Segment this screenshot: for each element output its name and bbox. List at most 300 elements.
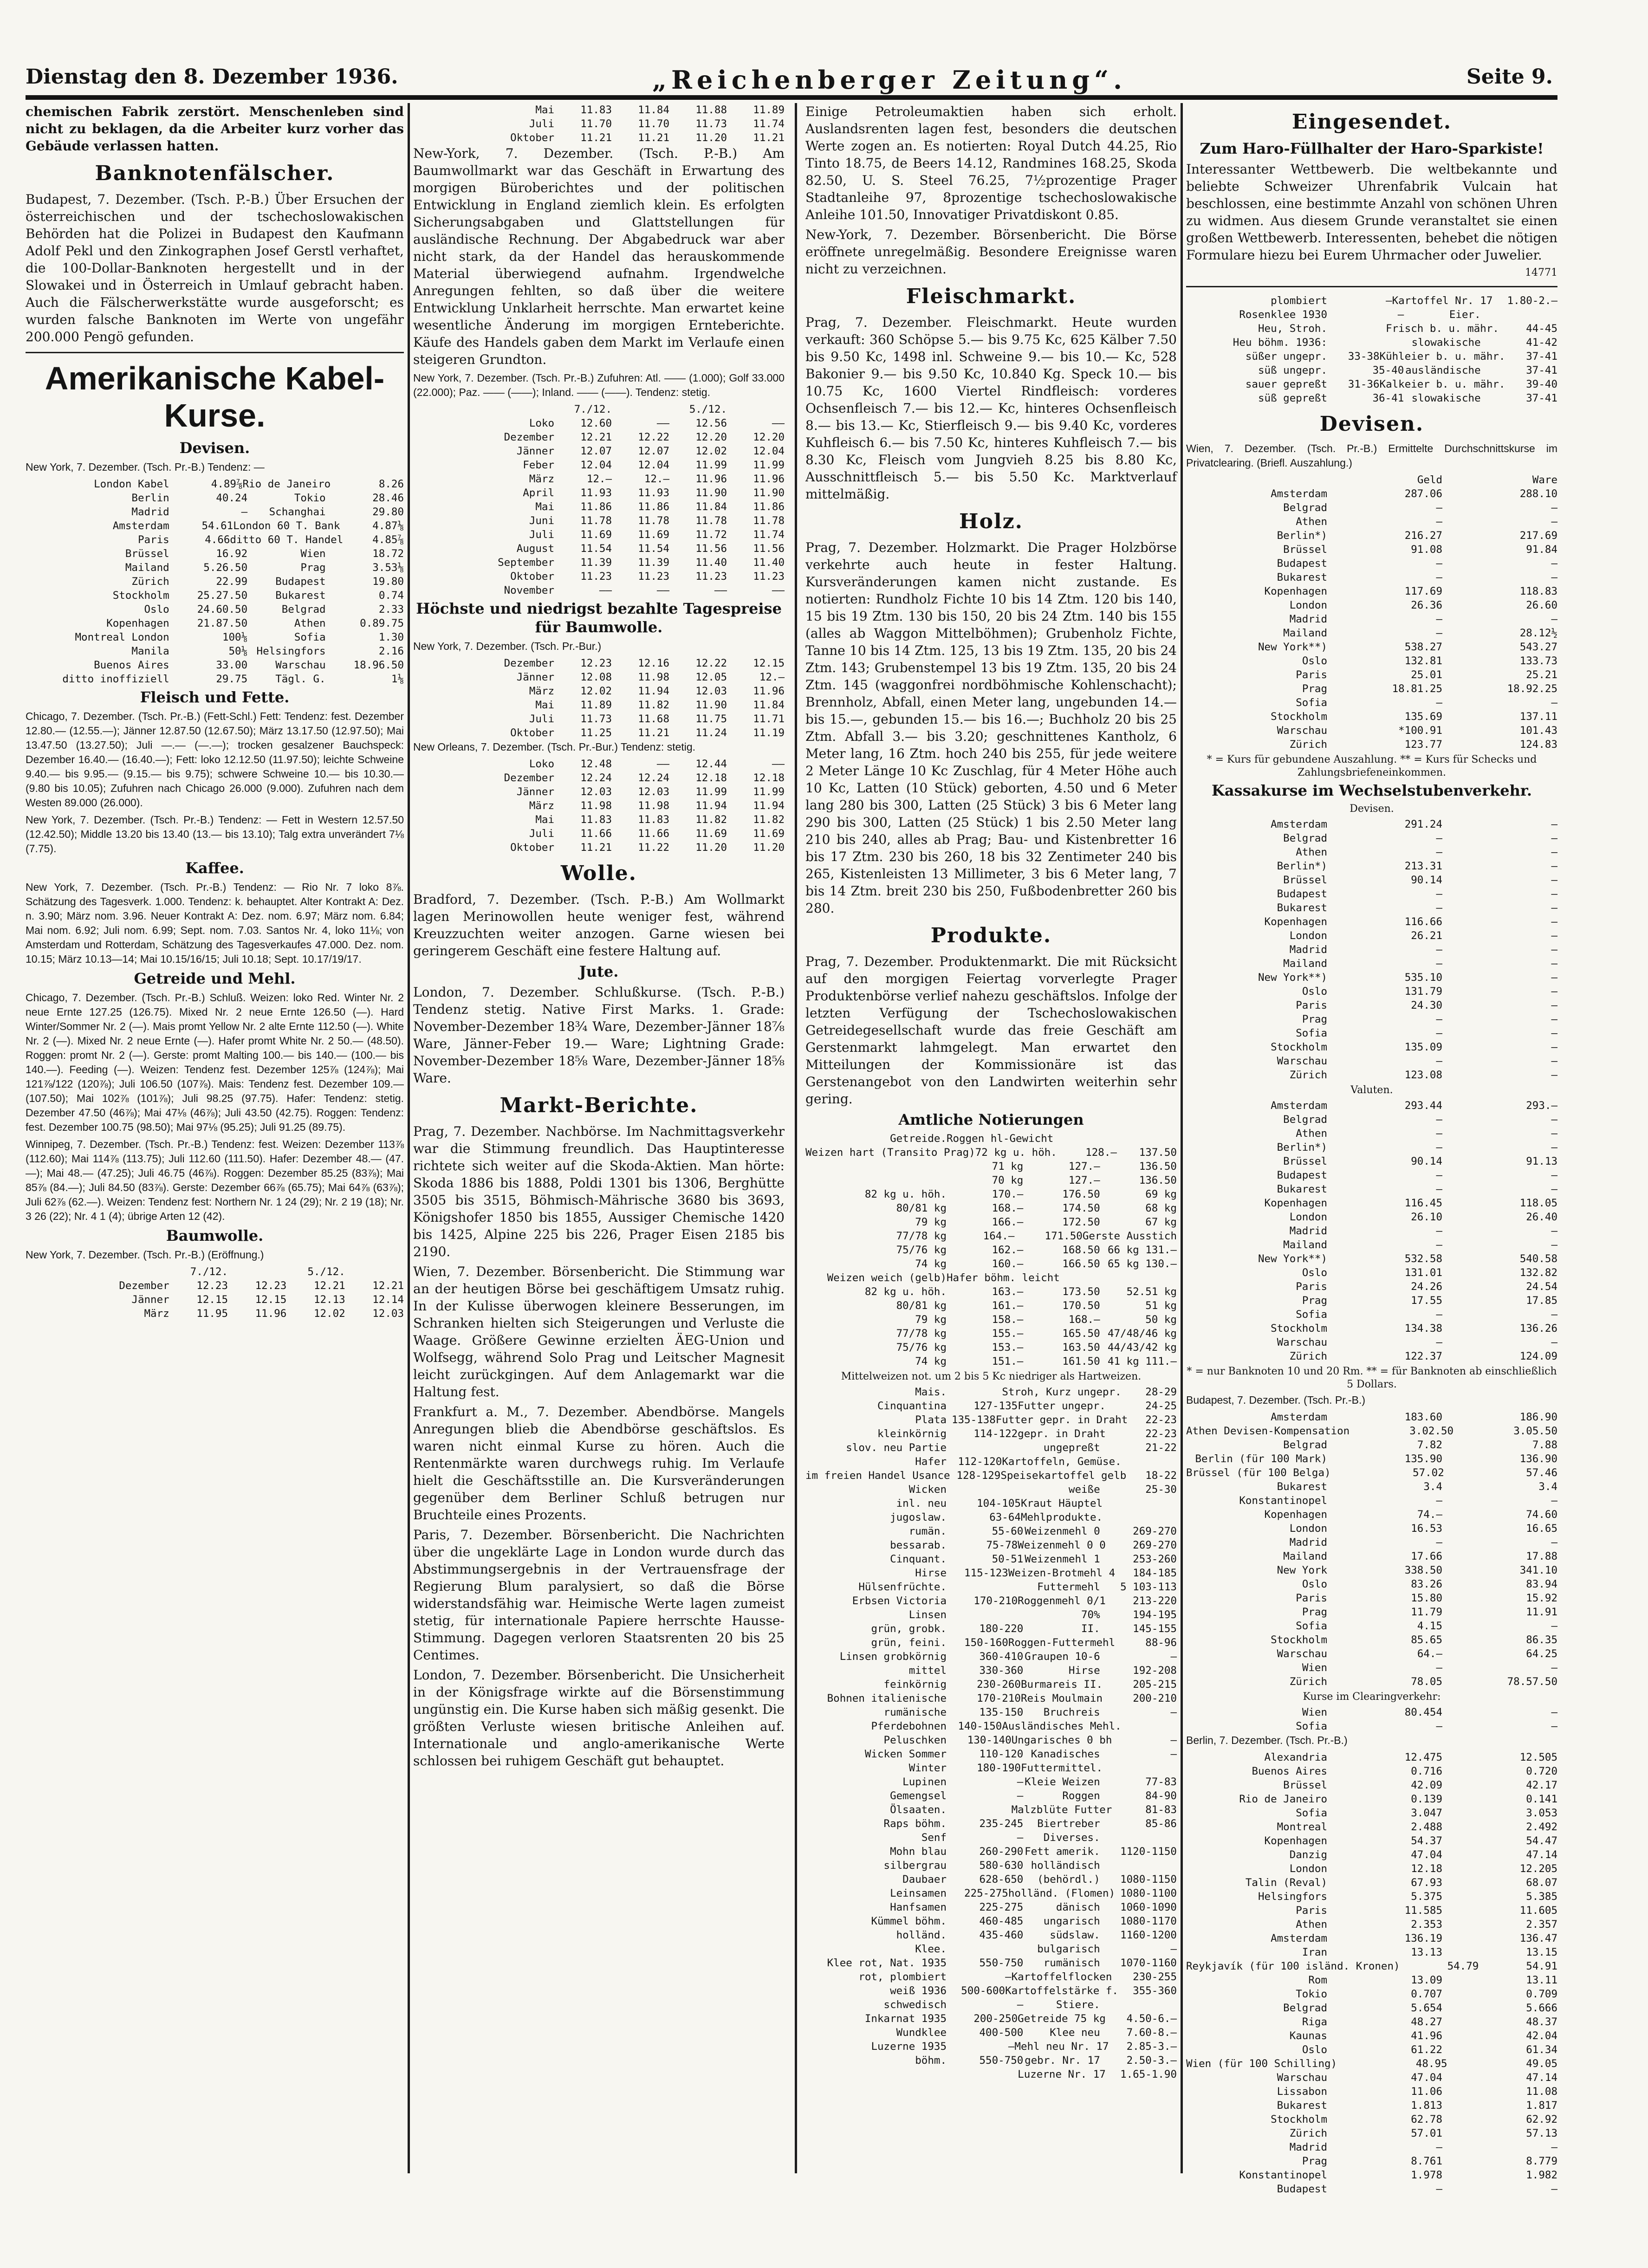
table-cell: 11.73 (695, 118, 727, 130)
table-cell: Stroh, Kurz ungepr. (1002, 1386, 1122, 1398)
table-cell: 12.07 (638, 445, 669, 457)
table-cell: 170-210 (973, 1595, 1018, 1607)
table-row (805, 1524, 1177, 1538)
table-cell: Oslo (1302, 655, 1327, 667)
table-row (805, 1817, 1177, 1831)
table-cell: — (1436, 888, 1442, 900)
table-row (805, 1146, 1177, 1160)
table-cell: 12.05 (695, 671, 727, 683)
table-cell: — (1436, 516, 1442, 528)
table-cell: 123.77 (1404, 739, 1442, 751)
table-cell: 26.36 (1411, 599, 1442, 611)
table-row (805, 1132, 1177, 1146)
table-cell: 64.25 (1526, 1648, 1557, 1660)
table-row (26, 630, 404, 644)
table-cell: 11.86 (638, 501, 669, 513)
table-cell: 1080-1100 (1120, 1887, 1177, 1899)
table-cell: 0.74 (378, 590, 404, 602)
table-cell: 5./12. (689, 403, 727, 415)
table-cell: 12.15 (255, 1294, 287, 1306)
table-cell: 24.26 (1411, 1281, 1442, 1293)
table-row (1186, 2112, 1557, 2126)
table-row (805, 1483, 1177, 1497)
table-row (805, 1441, 1177, 1455)
table-cell: 11.79 (1411, 1606, 1442, 1618)
table-row (1186, 998, 1557, 1012)
table-cell: 25.21 (1526, 669, 1557, 681)
table-row (805, 1636, 1177, 1650)
table-cell: 11.71 (753, 713, 785, 725)
table-cell: 22-23 (1145, 1428, 1177, 1440)
table-cell: 26.40 (1526, 1211, 1557, 1223)
table-cell: südslaw. (1050, 1929, 1100, 1941)
advertisement-number: 14771 (1525, 267, 1557, 279)
table-cell: 7./12. (190, 1266, 228, 1278)
table-cell: — (1436, 1309, 1442, 1321)
table-cell: Belgrad (281, 603, 326, 616)
table-cell: Konstantinopel (1239, 1495, 1327, 1507)
table-row (805, 1552, 1177, 1566)
table-cell: 12.48 (580, 758, 612, 770)
table-cell: Stockholm (1271, 1322, 1327, 1335)
table-cell: 12.— (759, 671, 785, 683)
table-row (1186, 859, 1557, 873)
table-cell: ausländische (1405, 364, 1481, 376)
table-cell: 13.09 (1411, 1974, 1442, 1986)
table-row (1186, 845, 1557, 859)
table-cell: 47.14 (1526, 2072, 1557, 2084)
price-table (413, 402, 785, 597)
table-row (1186, 682, 1557, 696)
table-cell: 11.94 (753, 800, 785, 812)
table-cell: New York (1277, 1564, 1327, 1576)
table-cell: Bukarest (1277, 571, 1327, 583)
table-row (1186, 1577, 1557, 1591)
table-cell: 4.87⅛ (372, 520, 404, 532)
table-cell: Athen Devisen-Kompensation (1186, 1425, 1350, 1437)
table-cell: 41 kg 111.— (1107, 1355, 1177, 1367)
table-cell: 0.707 (1411, 1988, 1442, 2000)
table-cell: 18.92.25 (1507, 683, 1557, 695)
table-cell: Belgrad (1283, 2002, 1327, 2014)
table-cell: Warschau (1277, 1336, 1327, 1348)
table-cell: 12.15 (753, 657, 785, 669)
table-cell: Rio de Janeiro (242, 478, 331, 490)
table-cell: Athen (1296, 1128, 1327, 1140)
table-cell: — (1551, 1169, 1557, 1181)
table-cell: 12.22 (695, 657, 727, 669)
table-cell: 11.25 (580, 727, 612, 739)
table-cell: Amsterdam (1271, 1932, 1327, 1944)
table-cell: 11.98 (638, 800, 669, 812)
table-cell: 12.18 (753, 772, 785, 784)
table-row (1186, 2071, 1557, 2085)
table-cell: Mohn blau (890, 1846, 947, 1858)
table-row (1186, 1633, 1557, 1647)
table-row (1186, 1480, 1557, 1494)
table-cell: Budapest (1277, 557, 1327, 570)
currency-table (1186, 1099, 1557, 1363)
table-cell: 166.50 (1062, 1258, 1100, 1270)
table-cell: 48.95 (1415, 2058, 1447, 2070)
table-cell: — (1551, 999, 1557, 1011)
table-cell: Paris (1296, 1592, 1327, 1604)
table-cell: Brüssel (1283, 1779, 1327, 1791)
subsection-heading: Kassakurse im Wechselstubenverkehr. (1212, 782, 1532, 799)
table-cell (947, 2067, 1018, 2081)
table-row (805, 1580, 1177, 1594)
article-body: Chicago, 7. Dezember. (Tsch. Pr.-B.) Schluß. Weizen: loko Red. Winter Nr. 2 neue Ernte 127.25 (126.75). Mixed Nr. 2 neue Ernte 126.50 (—). Hard Winter/Sommer Nr. 2 (—). Mais promt Yellow Nr. 2 alte Ernte 112.50 (—). White Nr. 2 (—). Mixed Nr. 2 neue Ernte (—). Hafer promt White Nr. 2 50.— (48.50). Roggen: promt Nr. 2 (—). Gerste: promt Malting 100.— bis 140.— (100.— bis 140.—). Feeding (—). Weizen: Tendenz fest. Dezember 125⅞ (124⅞); Mai 121⅞/122 (120⅞); Juli 106.50 (107⅞). Mais: Tendenz fest. Dezember 109.— (107.50); Mai 102⅞ (101⅞); Juli 98.25 (97.75). Hafer: Tendenz: stetig. Dezember 47.50 (46⅞); Mai 47⅛ (46⅞); Juli 43.50 (42.75). Roggen: Tendenz: fest. Dezember 100.75 (98.50); Mai 97⅛ (95.25); Juli 91.25 (89.75). (26, 991, 404, 1133)
subsection-heading: Kurse im Clearingverkehr: (1303, 1691, 1441, 1703)
table-cell: Prag (1302, 683, 1327, 695)
table-row (1186, 1719, 1557, 1733)
table-cell: 77-83 (1145, 1776, 1177, 1788)
table-row (1186, 1424, 1557, 1438)
table-cell: Loko (529, 758, 554, 770)
table-cell: — (1436, 1536, 1442, 1549)
table-cell: 62.92 (1526, 2113, 1557, 2125)
table-row (26, 477, 404, 491)
table-cell: 61.34 (1526, 2044, 1557, 2056)
table-cell: 11.39 (638, 557, 669, 569)
table-row (1186, 943, 1557, 957)
table-cell: — (1170, 1651, 1177, 1663)
table-cell: 140-150 (958, 1720, 1002, 1732)
table-cell: 74.60 (1526, 1509, 1557, 1521)
table-cell: rumänische (883, 1706, 947, 1718)
table-cell: Wien (1302, 1662, 1327, 1674)
table-cell: — (1005, 1971, 1012, 1983)
table-cell: 163.— (992, 1286, 1024, 1298)
table-row (1186, 640, 1557, 654)
table-cell: 11.23 (695, 570, 727, 583)
table-row (1186, 1563, 1557, 1577)
table-cell: — (1436, 1720, 1442, 1732)
currency-table (26, 477, 404, 686)
table-cell: kleinkörnig (877, 1428, 947, 1440)
article-body: Prag, 7. Dezember. Nachbörse. Im Nachmittagsverkehr war die Stimmung freundlich. Das Hauptinteresse richtete sich weiter auf die Skoda-Aktien. Man hörte: Skoda 1886 bis 1888, Poldi 1301 bis 1306, Berghütte 3505 bis 3515, Böhmisch-Mährische 3680 bis 3693, Königshofer 1850 bis 1855, Aussiger Chemische 1420 bis 1425, Alpine 225 bis 226, Prager Eisen 2185 bis 2190. (413, 1124, 785, 1259)
table-cell: 253-260 (1133, 1553, 1177, 1565)
table-cell: Brüssel (1283, 1155, 1327, 1167)
table-cell: 4.85⅞ (372, 534, 404, 546)
table-cell: — (1436, 613, 1442, 625)
table-cell: 3.53⅛ (372, 562, 404, 574)
table-row (805, 1413, 1177, 1427)
table-cell: Leinsamen (890, 1887, 947, 1899)
table-row (1186, 1068, 1557, 1082)
table-cell: 12.16 (638, 657, 669, 669)
table-cell (1115, 1132, 1177, 1146)
table-row (413, 556, 785, 570)
table-cell: 12.505 (1519, 1751, 1557, 1763)
column-2 (413, 103, 785, 2173)
table-cell: Oslo (1302, 1578, 1327, 1590)
table-row (1186, 1764, 1557, 1778)
table-row (1186, 2154, 1557, 2168)
table-cell: 12.14 (372, 1294, 404, 1306)
table-cell: 11.99 (753, 786, 785, 798)
table-cell (805, 2067, 947, 2081)
table-caption: New York, 7. Dezember. (Tsch. Pr.-B.) Tendenz: — (26, 461, 265, 473)
table-cell: 11.08 (1526, 2086, 1557, 2098)
table-row (1186, 710, 1557, 724)
table-cell: Raps böhm. (883, 1818, 947, 1830)
table-cell: 47.04 (1411, 2072, 1442, 2084)
table-cell: Hanfsamen (890, 1901, 947, 1913)
table-cell: Plata (915, 1414, 947, 1426)
table-row (1186, 350, 1557, 363)
table-cell: 170.50 (1062, 1300, 1100, 1312)
table-cell: 360-410 (979, 1651, 1024, 1663)
table-row (1186, 1987, 1557, 2001)
table-row (1186, 1508, 1557, 1522)
table-cell: September (498, 557, 554, 569)
table-row (1186, 626, 1557, 640)
table-cell: Mai (535, 699, 554, 711)
table-cell: Heu böhm. 1936: (1233, 337, 1327, 349)
table-cell: — (1551, 1183, 1557, 1195)
table-cell: 460-485 (979, 1915, 1024, 1927)
table-cell: Madrid (1289, 613, 1327, 625)
table-cell: 12.08 (580, 671, 612, 683)
table-row (1186, 831, 1557, 845)
table-cell: 11.84 (695, 501, 727, 513)
table-cell: 63-64 (989, 1511, 1021, 1523)
table-cell: 18-22 (1145, 1470, 1177, 1482)
table-cell: Weizen-Brotmehl 4 (1008, 1567, 1116, 1579)
table-cell: Jänner (516, 445, 554, 457)
table-cell: Kartoffeln, Gemüse. (1002, 1456, 1122, 1468)
table-cell: 29.75 (216, 673, 248, 685)
table-cell: 11.74 (753, 118, 785, 130)
section-heading: Amerikanische Kabel-Kurse. (45, 360, 385, 434)
table-cell: 11.66 (580, 828, 612, 840)
table-cell: 52.51 kg (1126, 1286, 1177, 1298)
table-cell: 11.99 (753, 459, 785, 471)
table-cell: — (1551, 1720, 1557, 1732)
table-cell: 293.— (1526, 1100, 1557, 1112)
table-row (805, 1173, 1177, 1187)
section-heading: Fleischmarkt. (906, 285, 1077, 308)
article-body: London, 7. Dezember. Börsenbericht. Die Unsicherheit in der Königsfrage wirkte auf die Börsenstimmung ungünstig ein. Die Kurse haben sich mäßig gesenkt. Die größten Verluste wiesen britische Anleihen auf. Internationale und anglo-amerikanische Werte schlossen bei ruhigem Geschäft gut behauptet. (413, 1667, 785, 1769)
article-body: Wien, 7. Dezember. Börsenbericht. Die Stimmung war an der heutigen Börse bei geschäftigem Umsatz ruhig. In der Kulisse überwogen kleinere Besserungen, im Schranken hielten sich Steigerungen und Verluste die Waage. Größere Gewinne erzielten ÄEG-Union und Wolfsegg, während Solo Prag und Leitscher Magnesit leicht zurückgingen. Auf dem Anlagemarkt war die Haltung fest. (413, 1264, 785, 1400)
table-cell: 4.89⅞ (211, 478, 243, 490)
table-cell: 112-120 (958, 1456, 1002, 1468)
table-cell (1100, 1859, 1177, 1873)
table-cell: 2.85-3.— (1126, 2041, 1177, 2053)
table-cell (1122, 1455, 1177, 1469)
table-cell: Ölsaaten. (890, 1804, 947, 1816)
table-cell: 162.— (992, 1244, 1024, 1256)
table-cell: 74 kg (915, 1258, 947, 1270)
table-cell: rot, plombiert (858, 1971, 947, 1983)
table-cell: 11.78 (695, 515, 727, 527)
table-cell: 540.58 (1519, 1253, 1557, 1265)
table-cell: 4.15 (1417, 1620, 1442, 1632)
table-cell: 54.37 (1411, 1835, 1442, 1847)
table-cell: 12.03 (580, 786, 612, 798)
table-cell: 11.23 (753, 570, 785, 583)
table-cell: 11.93 (580, 487, 612, 499)
table-row (805, 1664, 1177, 1678)
table-cell (947, 1580, 1023, 1594)
table-row (805, 2012, 1177, 2026)
table-cell: 26.21 (1411, 930, 1442, 942)
table-cell: 42.09 (1411, 1779, 1442, 1791)
table-row (413, 698, 785, 712)
table-cell: Heu, Stroh. (1258, 323, 1327, 335)
article-body: Prag, 7. Dezember. Holzmarkt. Die Prager Holzbörse verkehrte auch heute in fester Haltung. Kursveränderungen kamen nicht zustande. Es notierten: Rundholz Fichte 10 bis 14 Ztm. 120 bis 140, 15 bis 19 Ztm. 130 bis 150, 20 bis 24 Ztm. 140 bis 155 (alles ab Waggon Mittelböhmen); Grubenholz Fichte, Tanne 10 bis 14 Ztm. 125, 13 bis 19 Ztm. 135, 20 bis 24 Ztm. 143; Grubenstempel 13 bis 19 Ztm. 135, 20 bis 24 Ztm. 145 (waggonfrei nordböhmische Kohlenschacht); Brennholz, Abfall, einen Meter lang, ungebunden 14.— bis 15.—, gebunden 15.— bis 16.—; Buchholz 20 bis 25 Ztm. Abfall 3.— bis 3.20; geschnittenes Kantholz, 6 Meter lang, 16 Ztm. hoch 240 bis 255, für jede weitere 2 Meter Länge 10 Kc Zuschlag, für 4 Meter Höhe auch 10 Kc, Latten (10 Stück) geborten, 4.50 und 6 Meter lang 280 bis 300, Latten (25 Stück) 3 bis 6 Meter lang 290 bis 300, Latten (25 Stück) 1 bis 2.50 Meter lang 210 bis 240, alles ab Prag; Bau- und Kistenbretter 16 bis 17 Ztm. 230 bis 260, 18 bis 32 Zentimeter 240 bis 265, Kistenleisten 13 Millimeter, 3 bis 6 Meter lang, 7 bis 14 Ztm. breit 230 bis 250, Fußbodenbretter 260 bis 280. (805, 540, 1177, 916)
table-cell: 57.01 (1411, 2127, 1442, 2139)
table-cell: 84-90 (1145, 1790, 1177, 1802)
table-row (413, 583, 785, 597)
table-cell: 128-129 (956, 1470, 1001, 1482)
table-cell: 291.24 (1404, 818, 1442, 830)
table-cell: 165.50 (1062, 1328, 1100, 1340)
table-cell: — (1551, 888, 1557, 900)
table-cell: 150-160 (964, 1637, 1008, 1649)
table-row (1186, 1040, 1557, 1054)
table-cell: 12.03 (372, 1308, 404, 1320)
table-cell: Mai (535, 501, 554, 513)
table-cell: 51 kg (1145, 1300, 1177, 1312)
table-cell: — (1551, 1239, 1557, 1251)
table-cell: 532.58 (1404, 1253, 1442, 1265)
table-cell: Wien (300, 548, 326, 560)
table-cell: Loko (529, 417, 554, 429)
section-heading: Markt-Berichte. (500, 1094, 698, 1117)
table-row (1186, 1438, 1557, 1452)
table-row (1186, 1154, 1557, 1168)
table-cell: 11.72 (695, 529, 727, 541)
table-cell: 12.21 (313, 1280, 345, 1292)
table-cell: London (1289, 599, 1327, 611)
table-row (1186, 1675, 1557, 1689)
subsection-heading: Jute. (579, 963, 619, 980)
table-cell: 11.82 (753, 814, 785, 826)
table-cell: 25.01 (1411, 669, 1442, 681)
table-row (805, 1327, 1177, 1341)
table-cell: 11.605 (1519, 1905, 1557, 1917)
table-cell: Futtermehl (1037, 1581, 1100, 1593)
table-cell: Weizen weich (gelb) (827, 1272, 947, 1284)
table-cell: Mailand (125, 562, 169, 574)
table-row (1186, 1931, 1557, 1945)
currency-table (1186, 1705, 1557, 1733)
table-cell: Eier. (1449, 309, 1481, 321)
table-caption: Budapest, 7. Dezember. (Tsch. Pr.-B.) (1186, 1394, 1366, 1406)
table-cell: 132.82 (1519, 1267, 1557, 1279)
table-cell: 200-210 (1133, 1692, 1177, 1704)
table-cell: 11.73 (580, 713, 612, 725)
table-caption: Berlin, 7. Dezember. (Tsch. Pr.-B.) (1186, 1734, 1348, 1746)
table-row (805, 1859, 1177, 1873)
table-cell: 4.66 (205, 534, 230, 546)
table-row (1186, 1168, 1557, 1182)
table-cell: — (1551, 818, 1557, 830)
table-cell: 2.50-3.— (1126, 2054, 1177, 2067)
table-cell: holländisch (1031, 1860, 1100, 1872)
table-row (413, 444, 785, 458)
table-cell (1100, 1831, 1177, 1845)
table-cell: 0.716 (1411, 1765, 1442, 1777)
table-row (1186, 391, 1557, 405)
table-cell: 213.31 (1404, 860, 1442, 872)
table-cell: mittel (908, 1665, 947, 1677)
table-cell: Stiere. (1056, 1999, 1100, 2011)
table-cell: Oktober (510, 727, 554, 739)
table-cell: — (1436, 958, 1442, 970)
table-cell: 19.80 (372, 576, 404, 588)
table-cell: 74.— (1417, 1509, 1442, 1521)
table-cell: 151.— (992, 1355, 1024, 1367)
table-cell: 54.61 (201, 520, 234, 532)
table-row (805, 1845, 1177, 1859)
table-row (1186, 336, 1557, 350)
table-row (805, 1691, 1177, 1705)
table-row (1186, 929, 1557, 943)
table-cell (1103, 1497, 1177, 1510)
table-cell: 1.65-1.90 (1120, 2068, 1177, 2080)
table-cell: 11.20 (695, 132, 727, 144)
table-cell: 90.14 (1411, 874, 1442, 886)
table-cell: 37-41 (1526, 392, 1557, 404)
table-cell: —— (656, 758, 669, 770)
table-row (413, 771, 785, 785)
table-cell: Oslo (1302, 985, 1327, 998)
table-cell: August (516, 543, 554, 555)
table-cell: — (1551, 2183, 1557, 2195)
table-cell: 12.21 (372, 1280, 404, 1292)
table-cell: — (1170, 1734, 1177, 1746)
table-cell: 12.03 (638, 786, 669, 798)
table-cell: 5.385 (1526, 1891, 1557, 1903)
table-cell: Bukarest (1277, 2100, 1327, 2112)
table-cell: 28-29 (1145, 1386, 1177, 1398)
newspaper-title: „Reichenberger Zeitung“. (652, 65, 1127, 95)
table-cell: Amsterdam (1271, 1411, 1327, 1423)
table-cell: — (1551, 1027, 1557, 1039)
subsection-heading: Devisen. (179, 439, 250, 457)
table-cell: Klee. (915, 1943, 947, 1955)
table-cell: — (1551, 1662, 1557, 1674)
table-row (1186, 2182, 1557, 2196)
table-cell: 68.07 (1526, 1877, 1557, 1889)
table-cell: 11.82 (695, 814, 727, 826)
table-row (1186, 2015, 1557, 2029)
table-cell: Talin (Reval) (1245, 1877, 1327, 1889)
table-cell: Belgrad (1283, 1439, 1327, 1451)
table-cell: Luzerne Nr. 17 (1018, 2068, 1106, 2080)
table-cell: — (1017, 1832, 1024, 1844)
table-cell: 54.47 (1526, 1835, 1557, 1847)
table-cell: plombiert (1271, 295, 1327, 307)
table-cell: Weizenmehl 0 (1025, 1525, 1100, 1537)
table-cell: Berlin (131, 492, 169, 504)
table-cell: 82 kg u. höh. (864, 1286, 947, 1298)
table-cell: — (1436, 846, 1442, 858)
table-cell: 200-250 (973, 2013, 1018, 2025)
table-cell: 114-122 (973, 1428, 1018, 1440)
table-cell: Dezember (504, 772, 554, 784)
table-cell: 180-220 (979, 1623, 1024, 1635)
table-row (1186, 1266, 1557, 1280)
table-row (1186, 1605, 1557, 1619)
table-cell: Oktober (510, 842, 554, 854)
table-cell: 192-208 (1133, 1665, 1177, 1677)
table-cell: 12.24 (638, 772, 669, 784)
subsection-heading: Baumwolle. (166, 1227, 264, 1244)
